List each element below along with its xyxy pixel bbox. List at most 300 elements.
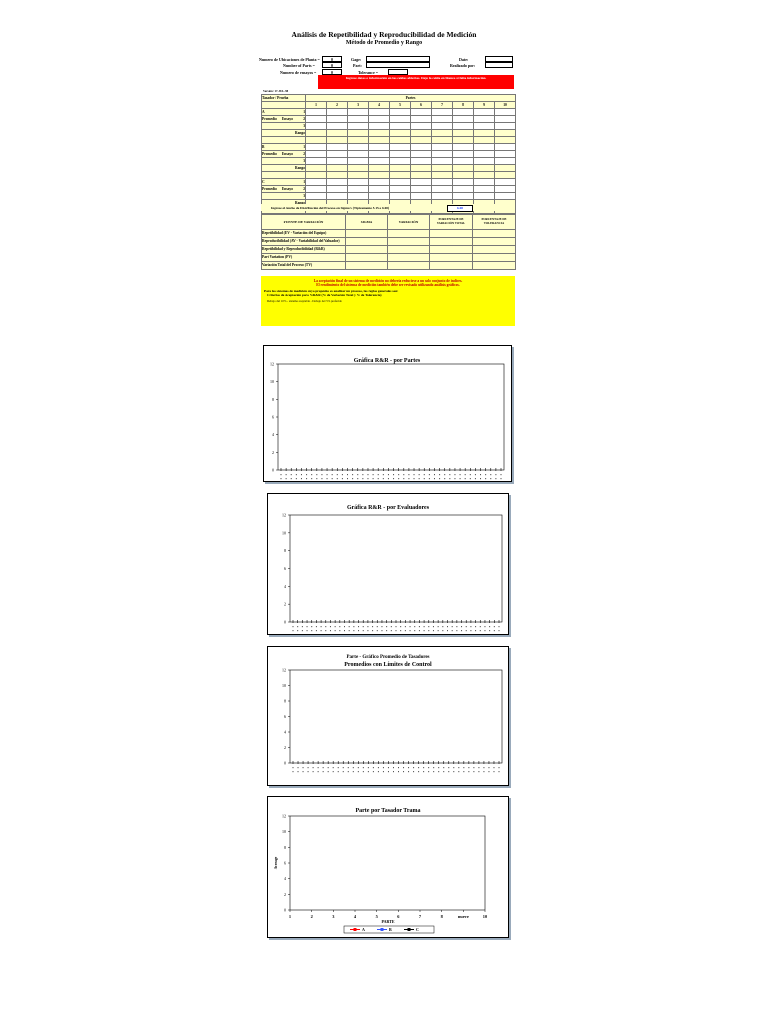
x-tick-label: 3	[332, 914, 335, 919]
measurement-cell[interactable]	[474, 109, 495, 116]
trial-row	[262, 151, 516, 158]
spread-row	[261, 204, 515, 211]
y-tick-label: 10	[282, 683, 286, 688]
measurement-cell[interactable]	[432, 179, 453, 186]
computed-cell	[432, 137, 453, 144]
x-tick-mark	[303, 767, 304, 768]
computed-cell	[453, 137, 474, 144]
performed-by-field[interactable]	[485, 62, 513, 68]
x-tick-mark	[393, 474, 394, 475]
x-tick-mark	[328, 767, 329, 768]
x-tick-mark	[433, 771, 434, 772]
x-tick-mark	[358, 626, 359, 627]
trial-word: Ensayo	[281, 151, 293, 156]
inspectors-label: Numero de Ubicaciones de Planta =	[259, 57, 320, 62]
x-tick-mark	[478, 767, 479, 768]
y-tick-label: 12	[282, 667, 286, 673]
x-tick-mark	[318, 767, 319, 768]
chart-part-average[interactable]	[267, 646, 509, 786]
x-tick-mark	[403, 771, 404, 772]
measurement-cell[interactable]	[495, 144, 516, 151]
measurement-cell[interactable]	[327, 144, 348, 151]
x-tick-mark	[368, 767, 369, 768]
measurement-cell[interactable]	[306, 186, 327, 193]
measurement-cell[interactable]	[474, 123, 495, 130]
computed-cell	[348, 137, 369, 144]
trial-word: Ensayo	[281, 186, 293, 191]
x-tick-mark	[308, 767, 309, 768]
variation-row	[262, 238, 516, 246]
measurement-cell[interactable]	[327, 186, 348, 193]
x-tick-mark	[424, 478, 425, 479]
trial-label	[262, 186, 306, 193]
x-tick-mark	[447, 626, 448, 627]
measurement-cell[interactable]	[453, 144, 474, 151]
measurement-cell[interactable]	[390, 109, 411, 116]
trial-label	[262, 144, 306, 151]
measurement-cell[interactable]	[474, 151, 495, 158]
measurement-cell[interactable]	[369, 186, 390, 193]
trial-row	[262, 123, 516, 130]
x-tick-mark	[419, 630, 420, 631]
measurement-cell[interactable]	[411, 144, 432, 151]
range-label: Rango	[262, 200, 306, 207]
legend-marker-C	[408, 928, 411, 931]
measurement-cell[interactable]	[432, 193, 453, 200]
x-tick-mark	[408, 771, 409, 772]
measurement-cell[interactable]	[390, 179, 411, 186]
x-tick-mark	[386, 626, 387, 627]
measurement-cell[interactable]	[306, 179, 327, 186]
measurement-cell[interactable]	[411, 116, 432, 123]
x-tick-mark	[302, 626, 303, 627]
measurement-cell[interactable]	[495, 109, 516, 116]
y-tick-label: 2	[284, 601, 286, 607]
measurement-cell[interactable]	[474, 193, 495, 200]
variation-value	[473, 254, 516, 262]
x-tick-mark	[454, 474, 455, 475]
x-tick-mark	[485, 474, 486, 475]
measurement-cell[interactable]	[348, 123, 369, 130]
measurement-cell[interactable]	[495, 193, 516, 200]
variation-source: Part Variation (PV)	[262, 254, 346, 262]
x-tick-mark	[452, 630, 453, 631]
x-tick-mark	[344, 626, 345, 627]
x-tick-mark	[377, 630, 378, 631]
measurement-cell[interactable]	[495, 158, 516, 165]
computed-cell	[411, 165, 432, 172]
measurement-cell[interactable]	[432, 151, 453, 158]
computed-cell	[369, 130, 390, 137]
x-tick-mark	[296, 478, 297, 479]
x-tick-mark	[433, 767, 434, 768]
part-column-8: 8	[453, 102, 474, 109]
measurement-cell[interactable]	[327, 151, 348, 158]
x-tick-mark	[442, 630, 443, 631]
input-warning-banner	[318, 75, 514, 89]
x-tick-mark	[363, 630, 364, 631]
x-tick-mark	[293, 630, 294, 631]
y-tick-label: 6	[272, 414, 274, 420]
measurement-cell[interactable]	[369, 193, 390, 200]
measurement-cell[interactable]	[348, 109, 369, 116]
x-tick-label: 7	[418, 914, 422, 919]
computed-cell	[474, 172, 495, 179]
measurement-cell[interactable]	[432, 144, 453, 151]
measurement-cell[interactable]	[495, 116, 516, 123]
measurement-cell[interactable]	[453, 158, 474, 165]
x-tick-mark	[332, 474, 333, 475]
variation-value	[430, 246, 473, 254]
x-tick-mark	[396, 630, 397, 631]
measurement-cell[interactable]	[432, 158, 453, 165]
measurement-cell[interactable]	[306, 109, 327, 116]
measurement-cell[interactable]	[369, 116, 390, 123]
x-tick-mark	[452, 626, 453, 627]
measurement-cell[interactable]	[453, 151, 474, 158]
x-tick-mark	[353, 771, 354, 772]
computed-cell	[495, 165, 516, 172]
x-tick-mark	[398, 478, 399, 479]
appraiser-letter: A	[262, 109, 265, 114]
x-tick-mark	[449, 474, 450, 475]
x-tick-label: 2	[310, 914, 313, 919]
measurement-cell[interactable]	[306, 116, 327, 123]
part-column-6: 6	[411, 102, 432, 109]
measurement-cell[interactable]	[411, 179, 432, 186]
chart-rr-by-parts[interactable]	[263, 345, 512, 482]
measurement-cell[interactable]	[348, 186, 369, 193]
x-tick-mark	[408, 767, 409, 768]
measurement-cell[interactable]	[474, 179, 495, 186]
variation-value	[388, 238, 430, 246]
x-tick-mark	[453, 767, 454, 768]
measurement-cell[interactable]	[369, 109, 390, 116]
x-tick-mark	[362, 474, 363, 475]
x-tick-mark	[414, 626, 415, 627]
x-tick-mark	[468, 771, 469, 772]
measurement-cell[interactable]	[348, 151, 369, 158]
x-tick-mark	[337, 478, 338, 479]
computed-cell	[474, 165, 495, 172]
measurement-cell[interactable]	[495, 123, 516, 130]
x-tick-mark	[311, 478, 312, 479]
chart-part-by-appraiser-svg	[268, 797, 508, 937]
x-tick-mark	[352, 474, 353, 475]
computed-cell	[453, 165, 474, 172]
x-tick-mark	[447, 630, 448, 631]
measurement-cell[interactable]	[390, 123, 411, 130]
measurement-cell[interactable]	[327, 193, 348, 200]
x-tick-mark	[352, 478, 353, 479]
measurement-cell[interactable]	[348, 116, 369, 123]
parts-field[interactable]: 0	[322, 62, 342, 68]
measurement-cell[interactable]	[306, 193, 327, 200]
x-tick-mark	[388, 767, 389, 768]
measurement-cell[interactable]	[411, 193, 432, 200]
x-tick-mark	[499, 630, 500, 631]
measurement-cell[interactable]	[390, 186, 411, 193]
computed-cell	[348, 165, 369, 172]
trial-number: 3	[303, 123, 305, 128]
parts-column-numbers	[262, 102, 516, 109]
plot-area	[290, 670, 502, 763]
x-tick-mark	[433, 630, 434, 631]
warning-line-1: Ingrese datos e información en las celdas abiertas. Deje la celda en blanco si falta información.	[345, 76, 487, 80]
range-sub-row	[262, 137, 516, 144]
measurement-cell[interactable]	[474, 158, 495, 165]
x-tick-mark	[490, 474, 491, 475]
measurement-cell[interactable]	[411, 109, 432, 116]
y-tick-label: 0	[284, 907, 286, 913]
x-tick-mark	[307, 630, 308, 631]
measurement-cell[interactable]	[411, 151, 432, 158]
variation-row	[262, 246, 516, 254]
measurement-cell[interactable]	[369, 123, 390, 130]
measurement-cell[interactable]	[474, 116, 495, 123]
measurement-cell[interactable]	[390, 151, 411, 158]
x-tick-mark	[493, 771, 494, 772]
x-tick-mark	[286, 478, 287, 479]
computed-cell	[390, 130, 411, 137]
x-tick-mark	[342, 478, 343, 479]
computed-cell	[432, 130, 453, 137]
note-line-1: Para los sistemas de medición cuyo propósito es analizar un proceso, las reglas generales son:	[264, 289, 399, 293]
x-tick-mark	[408, 474, 409, 475]
header-variation: VARIACIÓN	[388, 215, 430, 230]
x-tick-mark	[337, 474, 338, 475]
x-tick-mark	[424, 630, 425, 631]
measurement-cell[interactable]	[348, 158, 369, 165]
y-tick-label: 8	[284, 548, 286, 554]
measurement-cell[interactable]	[453, 123, 474, 130]
x-tick-mark	[338, 767, 339, 768]
x-tick-mark	[378, 767, 379, 768]
measurement-cell[interactable]	[327, 179, 348, 186]
measurement-cell[interactable]	[411, 186, 432, 193]
legend-marker-B	[381, 928, 384, 931]
measurement-cell[interactable]	[453, 109, 474, 116]
computed-cell	[348, 130, 369, 137]
trials-field[interactable]: 0	[322, 69, 342, 75]
measurement-cell[interactable]	[348, 193, 369, 200]
x-tick-mark	[348, 767, 349, 768]
measurement-cell[interactable]	[474, 144, 495, 151]
variation-value	[473, 238, 516, 246]
computed-cell	[474, 130, 495, 137]
measurement-cell[interactable]	[327, 116, 348, 123]
range-label: Rango	[262, 165, 306, 172]
x-tick-mark	[424, 626, 425, 627]
range-sub-label	[262, 172, 306, 179]
row-header: Tasador / Prueba	[262, 95, 306, 102]
x-tick-mark	[316, 478, 317, 479]
chart-title: Parte por Tasador Trama	[355, 808, 421, 814]
x-tick-mark	[444, 478, 445, 479]
computed-cell	[411, 172, 432, 179]
legend	[344, 926, 434, 933]
trial-number: 2	[303, 151, 305, 156]
measurement-cell[interactable]	[495, 186, 516, 193]
x-tick-mark	[449, 478, 450, 479]
trial-row	[262, 158, 516, 165]
y-tick-label: 8	[284, 844, 286, 850]
variation-source: Repetibilidad (EV - Variación del Equipo)	[262, 230, 346, 238]
measurement-cell[interactable]	[495, 151, 516, 158]
x-tick-mark	[297, 626, 298, 627]
x-tick-mark	[501, 474, 502, 475]
acceptance-notes	[261, 276, 515, 326]
measurement-cell[interactable]	[306, 144, 327, 151]
x-tick-mark	[499, 626, 500, 627]
x-tick-mark	[297, 630, 298, 631]
x-tick-mark	[473, 767, 474, 768]
variation-value	[346, 238, 388, 246]
trial-word: Ensayo	[281, 116, 293, 121]
x-tick-mark	[495, 478, 496, 479]
spread-input[interactable]: 6.00	[447, 205, 473, 212]
measurement-cell[interactable]	[474, 186, 495, 193]
measurement-cell[interactable]	[432, 123, 453, 130]
page-title: Análisis de Repetibilidad y Reproducibilidad de Medición	[291, 30, 477, 39]
x-tick-mark	[344, 630, 345, 631]
measurement-cell[interactable]	[369, 158, 390, 165]
x-tick-mark	[398, 771, 399, 772]
x-tick-mark	[439, 478, 440, 479]
measurement-cell[interactable]	[306, 158, 327, 165]
computed-cell	[327, 172, 348, 179]
x-tick-mark	[321, 474, 322, 475]
x-tick-mark	[443, 767, 444, 768]
measurement-cell[interactable]	[432, 116, 453, 123]
part-column-9: 9	[474, 102, 495, 109]
part-field[interactable]	[366, 62, 430, 68]
x-tick-mark	[358, 771, 359, 772]
x-tick-mark	[298, 767, 299, 768]
computed-cell	[327, 137, 348, 144]
chart-title: Parte - Gráfico Promedio de Tasadores	[346, 655, 430, 660]
x-tick-mark	[485, 478, 486, 479]
x-tick-mark	[480, 474, 481, 475]
part-column-10: 10	[495, 102, 516, 109]
x-tick-mark	[349, 630, 350, 631]
x-tick-mark	[333, 767, 334, 768]
measurement-cell[interactable]	[390, 158, 411, 165]
x-tick-mark	[408, 478, 409, 479]
measurement-cell[interactable]	[348, 144, 369, 151]
measurement-cell[interactable]	[327, 158, 348, 165]
x-tick-mark	[480, 630, 481, 631]
measurement-cell[interactable]	[369, 179, 390, 186]
measurement-cell[interactable]	[432, 186, 453, 193]
y-tick-label: 8	[272, 396, 274, 402]
computed-cell	[306, 165, 327, 172]
inspectors-field[interactable]: 0	[322, 56, 342, 62]
average-label: Promedio	[262, 186, 277, 191]
x-tick-mark	[281, 478, 282, 479]
x-tick-mark	[316, 474, 317, 475]
measurement-cell[interactable]	[306, 151, 327, 158]
y-tick-label: 6	[284, 566, 286, 571]
variation-row	[262, 254, 516, 262]
x-tick-mark	[461, 626, 462, 627]
variation-value	[473, 230, 516, 238]
computed-cell	[327, 130, 348, 137]
chart-part-by-appraiser[interactable]	[267, 796, 509, 938]
x-tick-mark	[377, 626, 378, 627]
x-tick-mark	[410, 630, 411, 631]
y-tick-label: 2	[284, 891, 286, 897]
x-tick-mark	[419, 478, 420, 479]
variation-source: Reproducibilidad (AV - Variabilidad del Valuador)	[262, 238, 346, 246]
measurement-cell[interactable]	[495, 179, 516, 186]
computed-cell	[432, 172, 453, 179]
y-tick-label: 10	[270, 379, 274, 385]
measurement-cell[interactable]	[390, 144, 411, 151]
measurement-cell[interactable]	[411, 123, 432, 130]
measurement-cell[interactable]	[390, 116, 411, 123]
x-tick-mark	[368, 771, 369, 772]
x-tick-mark	[327, 478, 328, 479]
x-tick-mark	[428, 767, 429, 768]
measurement-cell[interactable]	[327, 109, 348, 116]
x-tick-mark	[327, 474, 328, 475]
measurement-cell[interactable]	[369, 151, 390, 158]
measurement-cell[interactable]	[369, 144, 390, 151]
x-tick-mark	[393, 478, 394, 479]
x-tick-mark	[353, 630, 354, 631]
measurement-cell[interactable]	[348, 179, 369, 186]
computed-cell	[495, 172, 516, 179]
y-tick-label: 2	[272, 449, 274, 455]
x-tick-mark	[362, 478, 363, 479]
measurement-cell[interactable]	[453, 179, 474, 186]
chart-rr-by-appraisers[interactable]	[267, 493, 509, 635]
x-tick-mark	[388, 771, 389, 772]
variation-value	[346, 246, 388, 254]
measurement-cell[interactable]	[453, 186, 474, 193]
computed-cell	[369, 172, 390, 179]
x-tick-mark	[403, 767, 404, 768]
y-tick-label: 6	[284, 714, 286, 719]
x-tick-mark	[342, 474, 343, 475]
measurement-cell[interactable]	[432, 109, 453, 116]
legend-label-B: B	[389, 927, 392, 932]
x-tick-mark	[494, 630, 495, 631]
x-tick-mark	[353, 626, 354, 627]
variation-value	[388, 230, 430, 238]
x-tick-mark	[383, 474, 384, 475]
measurement-cell[interactable]	[453, 193, 474, 200]
version-label: Versión: 17-JUL-98	[263, 89, 289, 93]
header-pct-tolerance: PORCENTAJE DE TOLERANCIA	[473, 215, 516, 230]
measurement-cell[interactable]	[411, 158, 432, 165]
range-row	[262, 130, 516, 137]
x-tick-mark	[381, 630, 382, 631]
x-tick-mark	[495, 474, 496, 475]
measurement-cell[interactable]	[453, 116, 474, 123]
x-tick-mark	[499, 771, 500, 772]
x-tick-mark	[388, 478, 389, 479]
x-tick-mark	[475, 474, 476, 475]
x-tick-mark	[489, 626, 490, 627]
measurement-cell[interactable]	[327, 123, 348, 130]
part-label: Part:	[353, 63, 362, 68]
measurement-cell[interactable]	[390, 193, 411, 200]
x-tick-mark	[458, 771, 459, 772]
part-column-1: 1	[306, 102, 327, 109]
measurement-cell[interactable]	[306, 123, 327, 130]
